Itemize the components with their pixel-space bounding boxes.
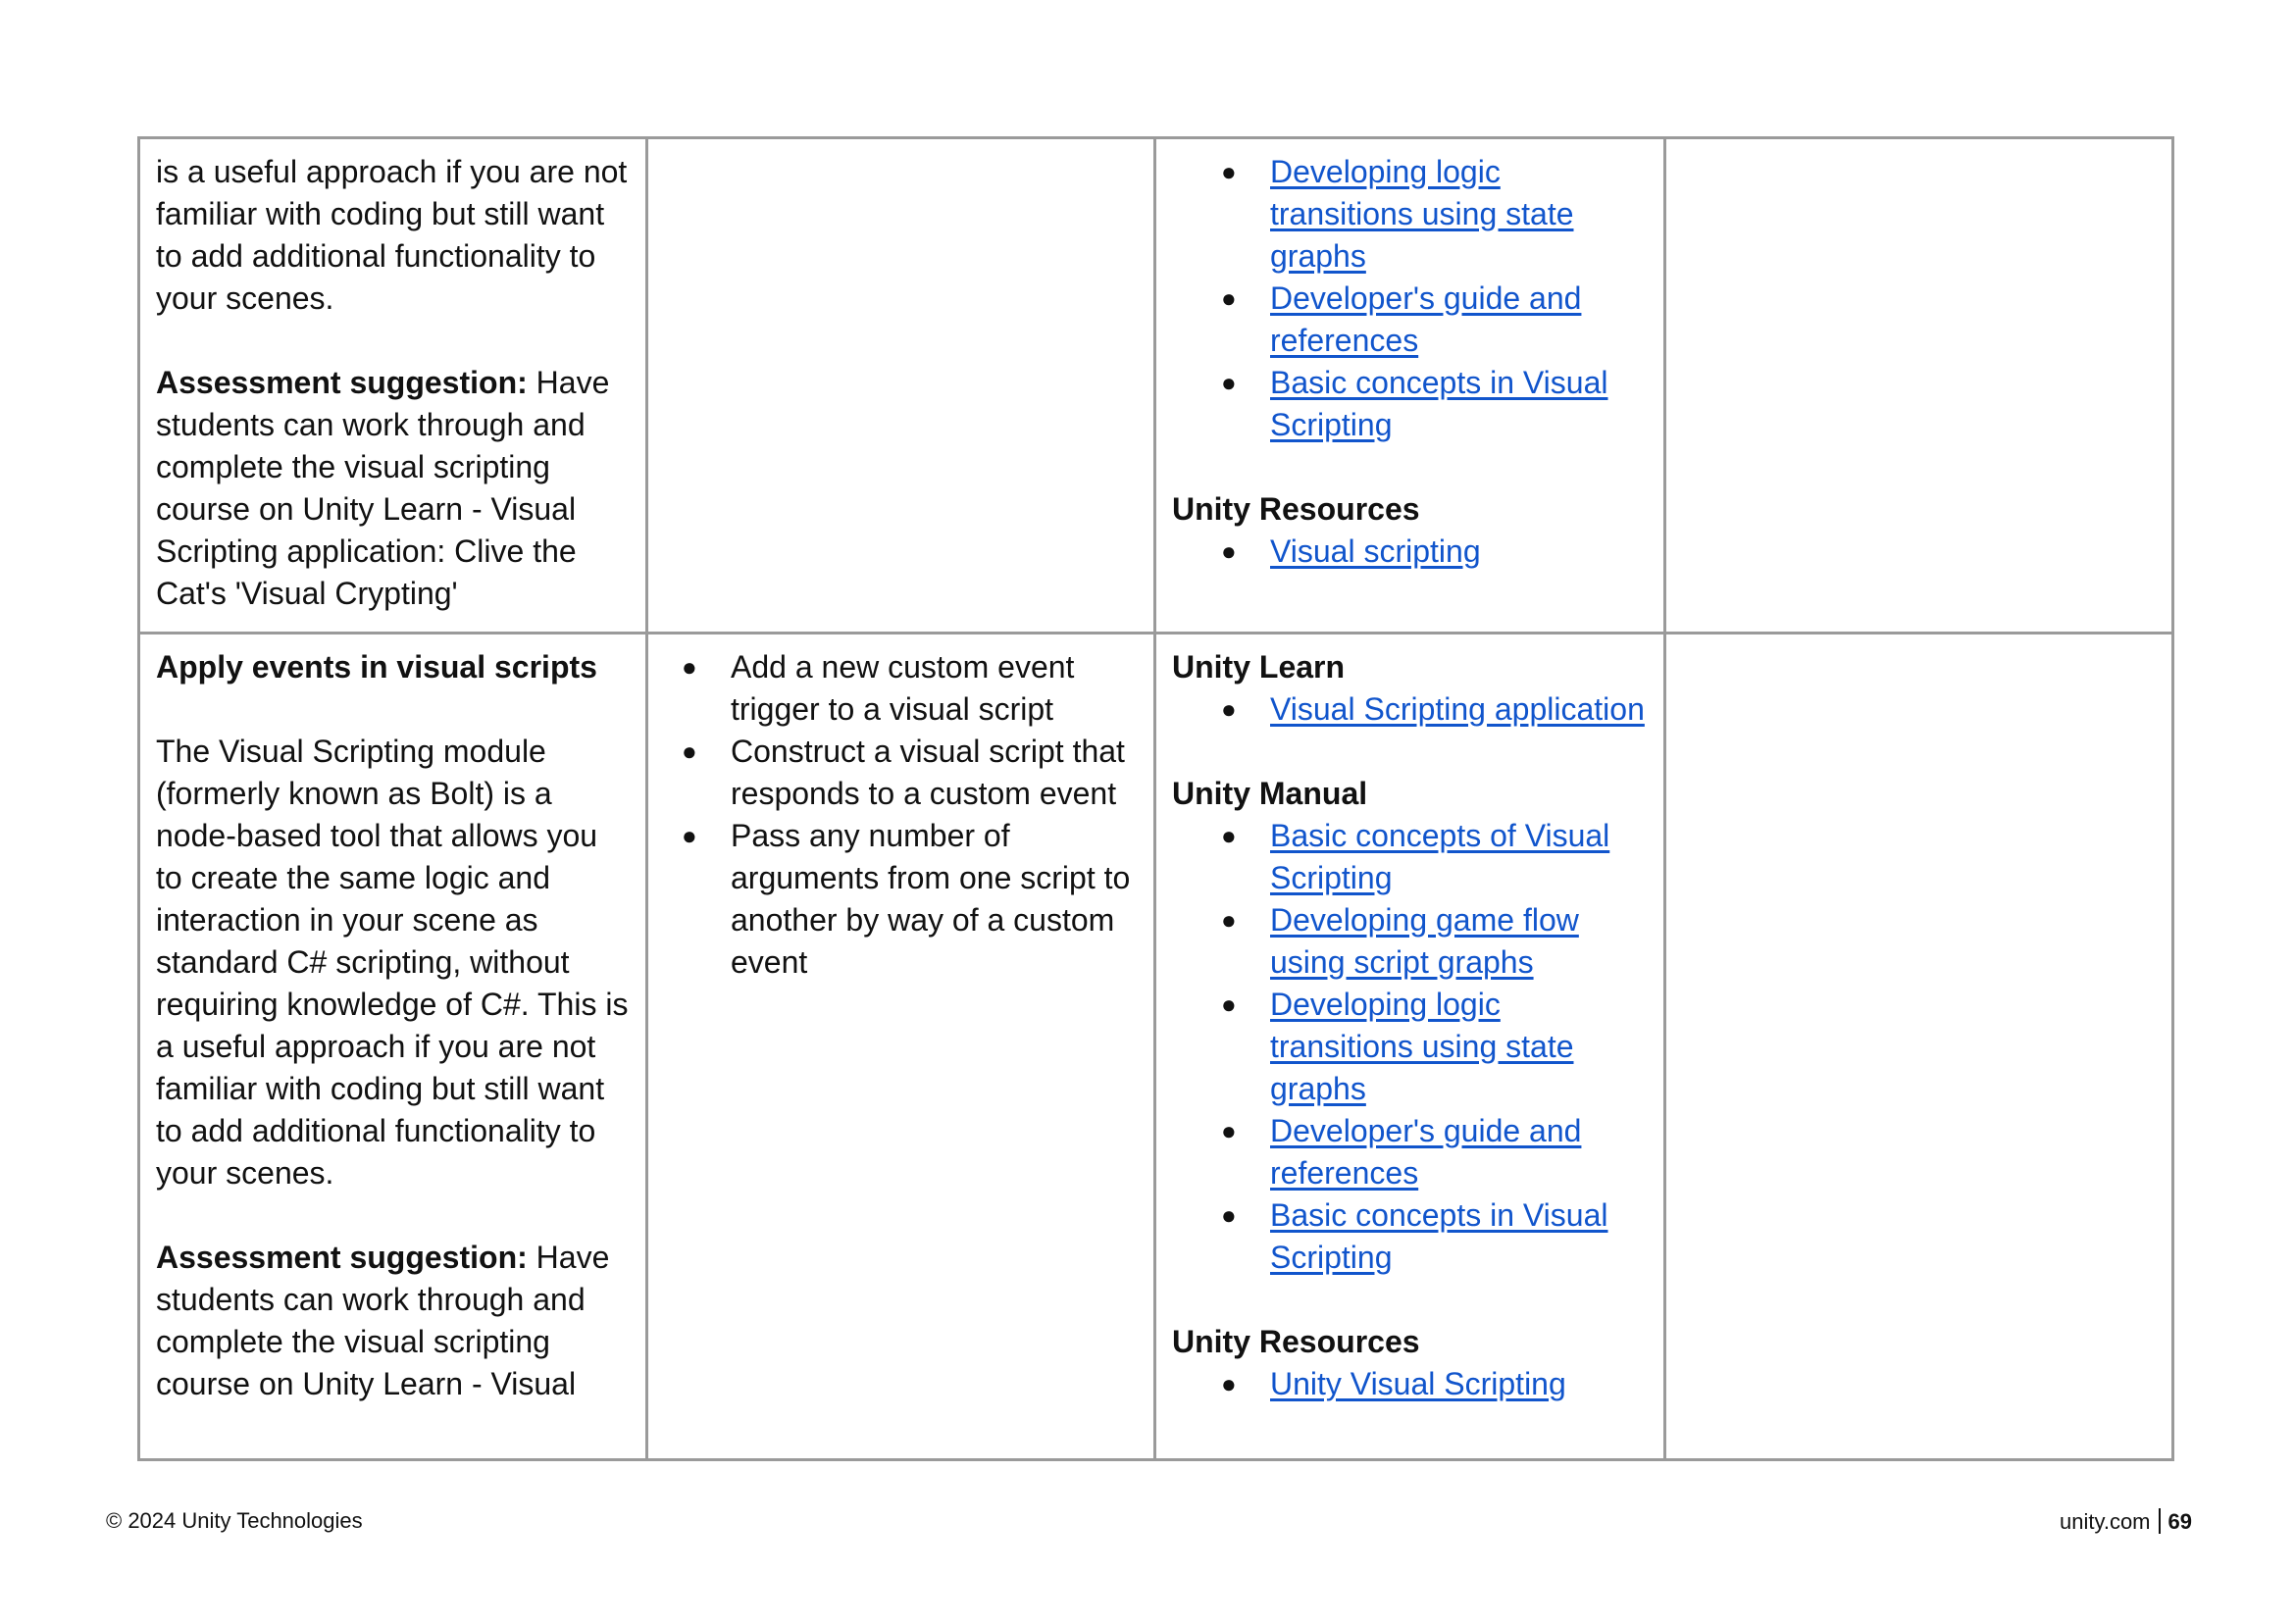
assessment-paragraph — [156, 362, 630, 615]
resource-link[interactable]: Visual scripting — [1270, 533, 1481, 569]
description-cell — [139, 138, 647, 634]
list-item — [1221, 899, 1648, 984]
bullet-icon: ● — [682, 652, 697, 682]
bullet-icon: ● — [1221, 1116, 1237, 1145]
resource-link[interactable]: Developing game flow using script graphs — [1270, 902, 1579, 980]
table-row — [139, 138, 2173, 634]
list-item — [1221, 362, 1648, 446]
outcome-text: Pass any number of arguments from one script to another by way of a custom event — [731, 818, 1131, 980]
resource-link[interactable]: Basic concepts in Visual Scripting — [1270, 365, 1608, 442]
list-item — [1221, 984, 1648, 1110]
bullet-icon: ● — [1221, 990, 1237, 1019]
resources-links-list — [1172, 531, 1648, 573]
description-text: is a useful approach if you are not familiar with coding but still want to add additional functionality to your scenes. — [156, 154, 628, 316]
learn-links-list — [1172, 688, 1648, 731]
resource-link[interactable]: Basic concepts of Visual Scripting — [1270, 818, 1610, 895]
outcomes-list — [664, 646, 1138, 984]
bullet-icon: ● — [1221, 821, 1237, 850]
assessment-text: Have students can work through and complete the visual scripting course on Unity Learn - Visual Scripting application: Clive the Cat's 'Visual Crypting' — [156, 365, 610, 611]
resource-link[interactable]: Visual Scripting application — [1270, 691, 1645, 727]
manual-links-list — [1172, 815, 1648, 1279]
resource-link[interactable]: Developing logic transitions using state graphs — [1270, 154, 1574, 274]
bullet-icon: ● — [1221, 157, 1237, 186]
list-item — [1221, 688, 1648, 731]
bullet-icon: ● — [1221, 283, 1237, 313]
resources-links-list — [1172, 1363, 1648, 1405]
curriculum-table — [137, 136, 2174, 1461]
list-item — [1221, 278, 1648, 362]
bullet-icon: ● — [682, 736, 697, 766]
list-item — [1221, 1110, 1648, 1194]
page-footer — [2060, 1508, 2192, 1535]
outcome-text: Construct a visual script that responds to a custom event — [731, 734, 1125, 811]
list-item — [1221, 151, 1648, 278]
manual-heading: Unity Manual — [1172, 776, 1368, 811]
bullet-icon: ● — [1221, 1200, 1237, 1230]
assessment-text: Have students can work through and complete the visual scripting course on Unity Learn - Visual — [156, 1240, 610, 1401]
resources-cell — [1155, 138, 1665, 634]
assessment-label: Assessment suggestion: — [156, 365, 528, 400]
resource-link[interactable]: Developer's guide and references — [1270, 1113, 1582, 1191]
bullet-icon: ● — [1221, 1369, 1237, 1398]
resources-cell — [1155, 634, 1665, 1460]
resource-link[interactable]: Basic concepts in Visual Scripting — [1270, 1197, 1608, 1275]
bullet-icon: ● — [1221, 536, 1237, 566]
outcomes-cell — [647, 138, 1155, 634]
outcome-text: Add a new custom event trigger to a visual script — [731, 649, 1075, 727]
resources-heading: Unity Resources — [1172, 491, 1420, 527]
site-name: unity.com — [2060, 1509, 2151, 1534]
bullet-icon: ● — [682, 821, 697, 850]
bullet-icon: ● — [1221, 905, 1237, 935]
list-item — [682, 815, 1138, 984]
outcomes-cell — [647, 634, 1155, 1460]
resource-link[interactable]: Developer's guide and references — [1270, 280, 1582, 358]
footer-divider — [2159, 1508, 2161, 1534]
list-item — [1221, 531, 1648, 573]
resources-heading: Unity Resources — [1172, 1324, 1420, 1359]
resource-link[interactable]: Unity Visual Scripting — [1270, 1366, 1566, 1401]
page-number: 69 — [2167, 1509, 2192, 1534]
description-text: The Visual Scripting module (formerly known as Bolt) is a node-based tool that allows you to create the same logic and interaction in your scene as standard C# scripting, without requiring knowledge of C#. This is a useful approach if you are not familiar with coding but still want to add additional functionality to your scenes. — [156, 734, 629, 1191]
list-item — [682, 646, 1138, 731]
manual-links-list — [1172, 151, 1648, 446]
assessment-label: Assessment suggestion: — [156, 1240, 528, 1275]
resource-link[interactable]: Developing logic transitions using state graphs — [1270, 987, 1574, 1106]
copyright-text: © 2024 Unity Technologies — [106, 1508, 363, 1533]
notes-cell — [1665, 138, 2173, 634]
list-item — [1221, 1194, 1648, 1279]
bullet-icon: ● — [1221, 368, 1237, 397]
assessment-paragraph — [156, 1237, 630, 1405]
notes-cell — [1665, 634, 2173, 1460]
description-cell — [139, 634, 647, 1460]
list-item — [682, 731, 1138, 815]
topic-title: Apply events in visual scripts — [156, 649, 597, 685]
learn-heading: Unity Learn — [1172, 649, 1346, 685]
table-row — [139, 634, 2173, 1460]
bullet-icon: ● — [1221, 694, 1237, 724]
list-item — [1221, 815, 1648, 899]
list-item — [1221, 1363, 1648, 1405]
